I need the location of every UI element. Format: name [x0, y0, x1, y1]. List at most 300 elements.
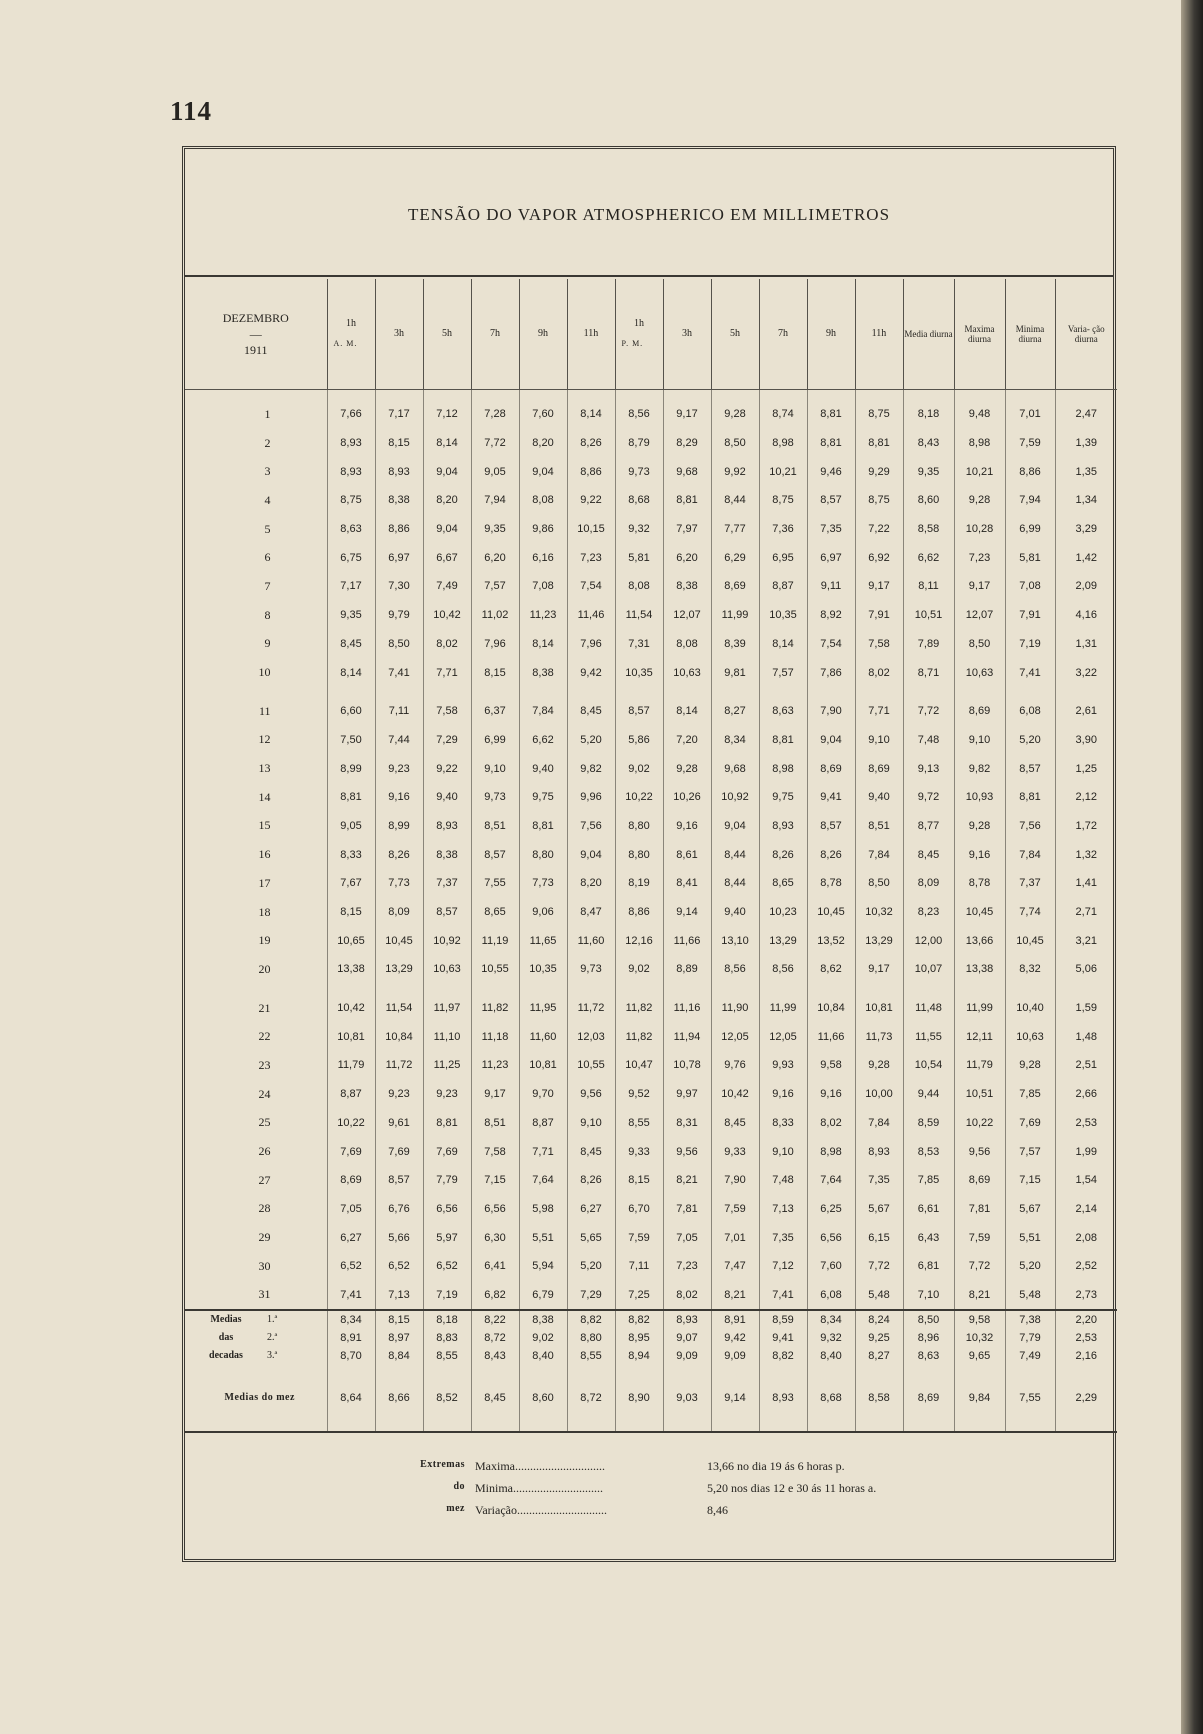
value-cell: 9,10: [855, 726, 903, 755]
value-cell: 8,38: [375, 486, 423, 515]
value-cell: 9,32: [615, 515, 663, 544]
value-cell: 9,28: [1005, 1051, 1055, 1080]
value-cell: 8,57: [807, 812, 855, 841]
value-cell: 7,15: [471, 1166, 519, 1195]
day-cell: 14: [258, 789, 271, 804]
value-cell: 2,66: [1055, 1080, 1117, 1109]
value-cell: 9,58: [807, 1051, 855, 1080]
table-row: [185, 869, 1117, 898]
value-cell: 7,50: [327, 726, 375, 755]
value-cell: 7,58: [855, 630, 903, 659]
value-cell: 9,48: [954, 390, 1005, 429]
value-cell: 9,82: [567, 754, 615, 783]
value-cell: 6,43: [903, 1223, 954, 1252]
value-cell: 9,76: [711, 1051, 759, 1080]
value-cell: 7,77: [711, 515, 759, 544]
value-cell: 7,54: [567, 572, 615, 601]
value-cell: 8,93: [759, 1365, 807, 1432]
value-cell: 8,14: [423, 429, 471, 458]
header-dash: —: [249, 327, 262, 341]
value-cell: 10,22: [615, 783, 663, 812]
value-cell: 8,20: [423, 486, 471, 515]
value-cell: 10,42: [423, 601, 471, 630]
value-cell: 9,17: [855, 955, 903, 984]
hour-header: 3h: [663, 279, 711, 390]
value-cell: 5,06: [1055, 955, 1117, 984]
value-cell: 6,76: [375, 1195, 423, 1224]
value-cell: 10,45: [375, 926, 423, 955]
value-cell: 8,81: [423, 1109, 471, 1138]
value-cell: 12,05: [711, 1022, 759, 1051]
value-cell: 7,71: [855, 687, 903, 726]
value-cell: 7,64: [519, 1166, 567, 1195]
value-cell: 6,30: [471, 1223, 519, 1252]
value-cell: 10,63: [423, 955, 471, 984]
value-cell: 7,71: [519, 1137, 567, 1166]
decade-number: 2.ª: [267, 1332, 278, 1344]
value-cell: 3,90: [1055, 726, 1117, 755]
value-cell: 11,16: [663, 984, 711, 1023]
value-cell: 8,70: [327, 1347, 375, 1365]
value-cell: 8,75: [759, 486, 807, 515]
value-cell: 12,03: [567, 1022, 615, 1051]
value-cell: 6,56: [423, 1195, 471, 1224]
value-cell: 8,65: [759, 869, 807, 898]
value-cell: 8,53: [903, 1137, 954, 1166]
value-cell: 10,22: [954, 1109, 1005, 1138]
value-cell: 6,27: [327, 1223, 375, 1252]
value-cell: 7,94: [1005, 486, 1055, 515]
value-cell: 9,02: [615, 754, 663, 783]
value-cell: 8,09: [375, 898, 423, 927]
table-row: [185, 1022, 1117, 1051]
value-cell: 8,98: [807, 1137, 855, 1166]
value-cell: 9,25: [855, 1329, 903, 1347]
value-cell: 5,81: [1005, 543, 1055, 572]
value-cell: 8,72: [567, 1365, 615, 1432]
value-cell: 10,65: [327, 926, 375, 955]
value-cell: 9,42: [567, 658, 615, 687]
value-cell: 6,92: [855, 543, 903, 572]
value-cell: 7,01: [1005, 390, 1055, 429]
value-cell: 6,56: [807, 1223, 855, 1252]
day-cell: 9: [264, 636, 271, 651]
value-cell: 8,33: [327, 840, 375, 869]
value-cell: 8,11: [903, 572, 954, 601]
value-cell: 8,26: [567, 1166, 615, 1195]
value-cell: 8,69: [855, 754, 903, 783]
value-cell: 7,66: [327, 390, 375, 429]
value-cell: 8,80: [615, 840, 663, 869]
value-cell: 9,16: [663, 812, 711, 841]
value-cell: 7,64: [807, 1166, 855, 1195]
value-cell: 9,35: [471, 515, 519, 544]
value-cell: 7,41: [1005, 658, 1055, 687]
value-cell: 8,79: [615, 429, 663, 458]
value-cell: 8,89: [663, 955, 711, 984]
value-cell: 9,28: [954, 486, 1005, 515]
value-cell: 3,21: [1055, 926, 1117, 955]
value-cell: 7,35: [855, 1166, 903, 1195]
value-cell: 8,45: [471, 1365, 519, 1432]
value-cell: 9,23: [375, 754, 423, 783]
decade-mean-word: das: [218, 1332, 234, 1344]
value-cell: 7,01: [711, 1223, 759, 1252]
value-cell: 8,86: [1005, 457, 1055, 486]
value-cell: 9,04: [807, 726, 855, 755]
value-cell: 9,14: [711, 1365, 759, 1432]
value-cell: 8,14: [519, 630, 567, 659]
value-cell: 8,38: [423, 840, 471, 869]
value-cell: 11,23: [471, 1051, 519, 1080]
value-cell: 8,21: [711, 1281, 759, 1311]
day-cell: 17: [258, 875, 271, 890]
value-cell: 2,09: [1055, 572, 1117, 601]
value-cell: 8,24: [855, 1310, 903, 1329]
value-cell: 10,21: [954, 457, 1005, 486]
value-cell: 7,08: [1005, 572, 1055, 601]
value-cell: 9,04: [423, 457, 471, 486]
table-row: [185, 955, 1117, 984]
value-cell: 9,46: [807, 457, 855, 486]
value-cell: 8,59: [903, 1109, 954, 1138]
value-cell: 8,93: [327, 457, 375, 486]
value-cell: 7,37: [1005, 869, 1055, 898]
value-cell: 9,75: [519, 783, 567, 812]
value-cell: 9,81: [711, 658, 759, 687]
value-cell: 9,09: [711, 1347, 759, 1365]
hour-header: 9h: [519, 279, 567, 390]
value-cell: 10,55: [567, 1051, 615, 1080]
value-cell: 10,45: [1005, 926, 1055, 955]
value-cell: 7,48: [903, 726, 954, 755]
decade-mean-word: decadas: [209, 1350, 243, 1362]
value-cell: 8,15: [375, 429, 423, 458]
value-cell: 10,42: [327, 984, 375, 1023]
value-cell: 7,67: [327, 869, 375, 898]
value-cell: 7,49: [423, 572, 471, 601]
value-cell: 11,99: [954, 984, 1005, 1023]
value-cell: 8,15: [615, 1166, 663, 1195]
value-cell: 7,91: [1005, 601, 1055, 630]
value-cell: 11,60: [567, 926, 615, 955]
value-cell: 8,63: [759, 687, 807, 726]
value-cell: 10,92: [423, 926, 471, 955]
value-cell: 7,91: [855, 601, 903, 630]
value-cell: 7,12: [759, 1252, 807, 1281]
value-cell: 9,65: [954, 1347, 1005, 1365]
extreme-label: Minima..............................: [475, 1481, 603, 1495]
value-cell: 7,17: [375, 390, 423, 429]
value-cell: 1,34: [1055, 486, 1117, 515]
value-cell: 9,70: [519, 1080, 567, 1109]
value-cell: 9,41: [807, 783, 855, 812]
value-cell: 7,97: [663, 515, 711, 544]
month-mean-label: Medias do mez: [185, 1365, 327, 1432]
value-cell: 6,97: [807, 543, 855, 572]
value-cell: 8,33: [759, 1109, 807, 1138]
value-cell: 9,41: [759, 1329, 807, 1347]
table-row: [185, 630, 1117, 659]
value-cell: 8,45: [711, 1109, 759, 1138]
value-cell: 12,16: [615, 926, 663, 955]
value-cell: 8,22: [471, 1310, 519, 1329]
day-cell: 28: [258, 1201, 271, 1216]
value-cell: 7,13: [375, 1281, 423, 1311]
value-cell: 13,52: [807, 926, 855, 955]
value-cell: 8,75: [855, 390, 903, 429]
value-cell: 6,95: [759, 543, 807, 572]
value-cell: 8,50: [375, 630, 423, 659]
value-cell: 11,90: [711, 984, 759, 1023]
value-cell: 8,72: [471, 1329, 519, 1347]
value-cell: 7,59: [615, 1223, 663, 1252]
value-cell: 11,82: [615, 1022, 663, 1051]
value-cell: 9,92: [711, 457, 759, 486]
value-cell: 6,62: [519, 726, 567, 755]
value-cell: 7,94: [471, 486, 519, 515]
value-cell: 7,90: [711, 1166, 759, 1195]
hour-header: 11h: [567, 279, 615, 390]
value-cell: 9,23: [423, 1080, 471, 1109]
value-cell: 7,81: [954, 1195, 1005, 1224]
value-cell: 9,28: [954, 812, 1005, 841]
value-cell: 10,00: [855, 1080, 903, 1109]
table-row: [185, 1195, 1117, 1224]
value-cell: 8,83: [423, 1329, 471, 1347]
value-cell: 8,92: [807, 601, 855, 630]
value-cell: 1,35: [1055, 457, 1117, 486]
value-cell: 8,77: [903, 812, 954, 841]
table-row: [185, 926, 1117, 955]
value-cell: 8,45: [567, 1137, 615, 1166]
value-cell: 5,20: [567, 1252, 615, 1281]
value-cell: 6,52: [327, 1252, 375, 1281]
decade-number: 3.ª: [267, 1350, 278, 1362]
value-cell: 6,52: [375, 1252, 423, 1281]
table-row: [185, 572, 1117, 601]
decade-mean-word: Medias: [210, 1314, 242, 1326]
value-cell: 9,17: [663, 390, 711, 429]
page-number: 114: [170, 96, 213, 126]
value-cell: 5,20: [1005, 1252, 1055, 1281]
value-cell: 9,28: [855, 1051, 903, 1080]
value-cell: 8,68: [615, 486, 663, 515]
hour-header: 5h: [423, 279, 471, 390]
extreme-value: 8,46: [707, 1503, 728, 1517]
extreme-label: Variação..............................: [475, 1503, 607, 1517]
value-cell: 2,51: [1055, 1051, 1117, 1080]
value-cell: 8,57: [471, 840, 519, 869]
day-cell: 23: [258, 1057, 271, 1072]
value-cell: 8,29: [663, 429, 711, 458]
value-cell: 11,55: [903, 1022, 954, 1051]
value-cell: 9,79: [375, 601, 423, 630]
value-cell: 6,15: [855, 1223, 903, 1252]
value-cell: 13,29: [855, 926, 903, 955]
value-cell: 8,57: [615, 687, 663, 726]
decade-mean-row: [185, 1310, 1117, 1329]
day-cell: 11: [258, 703, 271, 718]
day-cell: 7: [264, 578, 271, 593]
value-cell: 6,70: [615, 1195, 663, 1224]
value-cell: 11,95: [519, 984, 567, 1023]
value-cell: 9,16: [954, 840, 1005, 869]
value-cell: 9,73: [615, 457, 663, 486]
extreme-value: 5,20 nos dias 12 e 30 ás 11 horas a.: [707, 1481, 877, 1495]
value-cell: 9,06: [519, 898, 567, 927]
value-cell: 7,13: [759, 1195, 807, 1224]
value-cell: 8,57: [807, 486, 855, 515]
value-cell: 9,73: [567, 955, 615, 984]
value-cell: 9,02: [615, 955, 663, 984]
value-cell: 8,98: [759, 754, 807, 783]
value-cell: 10,55: [471, 955, 519, 984]
value-cell: 13,38: [327, 955, 375, 984]
value-cell: 8,87: [327, 1080, 375, 1109]
table-row: [185, 783, 1117, 812]
value-cell: 8,69: [954, 687, 1005, 726]
hour-header: 7h: [471, 279, 519, 390]
value-cell: 9,61: [375, 1109, 423, 1138]
value-cell: 8,69: [954, 1166, 1005, 1195]
value-cell: 8,20: [567, 869, 615, 898]
value-cell: 8,65: [471, 898, 519, 927]
value-cell: 8,09: [903, 869, 954, 898]
value-cell: 8,08: [615, 572, 663, 601]
table-row: [185, 687, 1117, 726]
value-cell: 13,29: [375, 955, 423, 984]
value-cell: 8,50: [855, 869, 903, 898]
value-cell: 9,32: [807, 1329, 855, 1347]
day-cell: 25: [258, 1115, 271, 1130]
value-cell: 7,11: [375, 687, 423, 726]
value-cell: 5,97: [423, 1223, 471, 1252]
value-cell: 7,49: [1005, 1347, 1055, 1365]
value-cell: 7,30: [375, 572, 423, 601]
value-cell: 7,25: [615, 1281, 663, 1311]
value-cell: 2,14: [1055, 1195, 1117, 1224]
table-row: [185, 1252, 1117, 1281]
value-cell: 6,25: [807, 1195, 855, 1224]
value-cell: 5,98: [519, 1195, 567, 1224]
value-cell: 6,08: [807, 1281, 855, 1311]
value-cell: 9,93: [759, 1051, 807, 1080]
value-cell: 8,44: [711, 869, 759, 898]
value-cell: 9,96: [567, 783, 615, 812]
value-cell: 8,57: [423, 898, 471, 927]
value-cell: 8,38: [663, 572, 711, 601]
header-row: [185, 279, 1117, 390]
value-cell: 8,51: [471, 1109, 519, 1138]
value-cell: 11,65: [519, 926, 567, 955]
value-cell: 9,05: [327, 812, 375, 841]
value-cell: 9,22: [567, 486, 615, 515]
value-cell: 2,08: [1055, 1223, 1117, 1252]
value-cell: 7,69: [375, 1137, 423, 1166]
value-cell: 10,26: [663, 783, 711, 812]
value-cell: 8,40: [807, 1347, 855, 1365]
value-cell: 9,35: [903, 457, 954, 486]
value-cell: 8,08: [663, 630, 711, 659]
value-cell: 2,16: [1055, 1347, 1117, 1365]
value-cell: 6,41: [471, 1252, 519, 1281]
value-cell: 8,40: [519, 1347, 567, 1365]
value-cell: 7,23: [663, 1252, 711, 1281]
value-cell: 8,15: [471, 658, 519, 687]
value-cell: 7,60: [519, 390, 567, 429]
value-cell: 7,73: [375, 869, 423, 898]
value-cell: 5,51: [1005, 1223, 1055, 1252]
table-row: [185, 1109, 1117, 1138]
value-cell: 7,86: [807, 658, 855, 687]
table-row: [185, 812, 1117, 841]
value-cell: 9,75: [759, 783, 807, 812]
value-cell: 8,14: [759, 630, 807, 659]
value-cell: 9,68: [711, 754, 759, 783]
table-row: [185, 543, 1117, 572]
extremes-label-3: mez: [446, 1503, 465, 1514]
value-cell: 7,96: [567, 630, 615, 659]
maxima-diurna-header: Maxima diurna: [954, 279, 1005, 390]
daily-rows: [185, 390, 1117, 1311]
value-cell: 10,81: [855, 984, 903, 1023]
value-cell: 7,36: [759, 515, 807, 544]
day-cell: 5: [264, 521, 271, 536]
mean-rows: [185, 1310, 1117, 1432]
value-cell: 8,34: [807, 1310, 855, 1329]
value-cell: 5,66: [375, 1223, 423, 1252]
hour-header: [327, 279, 375, 390]
decade-mean-row: [185, 1329, 1117, 1347]
value-cell: 8,78: [954, 869, 1005, 898]
value-cell: 6,29: [711, 543, 759, 572]
value-cell: 7,69: [327, 1137, 375, 1166]
value-cell: 8,45: [567, 687, 615, 726]
value-cell: 8,82: [567, 1310, 615, 1329]
day-cell: 12: [258, 732, 271, 747]
hour-label: 1h: [634, 318, 644, 329]
title-band: [185, 149, 1113, 277]
value-cell: 7,69: [1005, 1109, 1055, 1138]
value-cell: 8,80: [519, 840, 567, 869]
value-cell: 7,35: [807, 515, 855, 544]
value-cell: 6,99: [1005, 515, 1055, 544]
value-cell: 2,73: [1055, 1281, 1117, 1311]
value-cell: 7,85: [903, 1166, 954, 1195]
extremes-label-1: Extremas: [420, 1459, 465, 1470]
value-cell: 11,02: [471, 601, 519, 630]
value-cell: 7,72: [903, 687, 954, 726]
day-cell: 4: [264, 492, 271, 507]
value-cell: 9,29: [855, 457, 903, 486]
value-cell: 1,42: [1055, 543, 1117, 572]
table-row: [185, 1080, 1117, 1109]
value-cell: 8,93: [327, 429, 375, 458]
value-cell: 6,67: [423, 543, 471, 572]
value-cell: 7,55: [1005, 1365, 1055, 1432]
decade-mean-label: [185, 1347, 327, 1365]
value-cell: 7,60: [807, 1252, 855, 1281]
value-cell: 2,71: [1055, 898, 1117, 927]
value-cell: 6,27: [567, 1195, 615, 1224]
value-cell: 8,66: [375, 1365, 423, 1432]
value-cell: 7,69: [423, 1137, 471, 1166]
value-cell: 8,82: [615, 1310, 663, 1329]
value-cell: 10,35: [519, 955, 567, 984]
value-cell: 2,53: [1055, 1109, 1117, 1138]
day-cell: 2: [264, 435, 271, 450]
